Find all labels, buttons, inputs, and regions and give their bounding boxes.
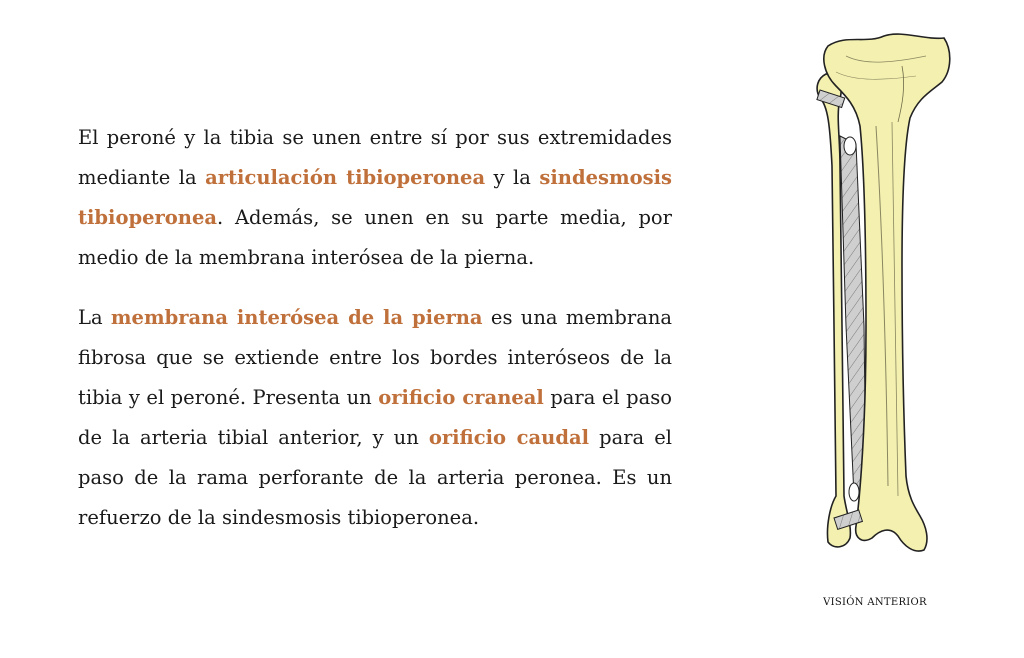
link-sindesmosis-tibioperonea[interactable]: sindesmosis tibioperonea [78, 166, 672, 229]
article-text [78, 118, 672, 558]
link-membrana-interosea[interactable]: membrana interósea de la pierna [110, 306, 483, 329]
link-articulacion-tibioperonea[interactable]: articulación tibioperonea [205, 166, 486, 189]
paragraph-2 [78, 298, 672, 538]
cranial-foramen [844, 137, 856, 155]
bone-drawing [806, 26, 958, 556]
paragraph-2-text-b: es una membrana fibrosa que se extiende entre los bordes interóseos de la tibia y el peroné. Presenta un [78, 306, 673, 409]
link-orificio-caudal[interactable]: orificio caudal [428, 426, 590, 449]
figure-caption: VISIÓN ANTERIOR [823, 597, 927, 608]
paragraph-2-text-c: para el paso de la arteria tibial anterior, y un [78, 386, 672, 449]
caudal-foramen [849, 483, 859, 501]
paragraph-2-text-a: La [78, 306, 111, 329]
tibia-fibula-illustration [806, 26, 958, 556]
paragraph-1-text-a: El peroné y la tibia se unen entre sí por sus extremidades mediante la [78, 126, 672, 189]
paragraph-1-text-c: . Además, se unen en su parte media, por medio de la membrana interósea de la pierna. [78, 206, 672, 269]
link-orificio-craneal[interactable]: orificio craneal [378, 386, 544, 409]
paragraph-2-text-d: para el paso de la rama perforante de la arteria peronea. Es un refuerzo de la sindesmosis tibioperonea. [78, 426, 672, 529]
paragraph-1 [78, 118, 672, 278]
paragraph-1-text-b: y la [485, 166, 540, 189]
